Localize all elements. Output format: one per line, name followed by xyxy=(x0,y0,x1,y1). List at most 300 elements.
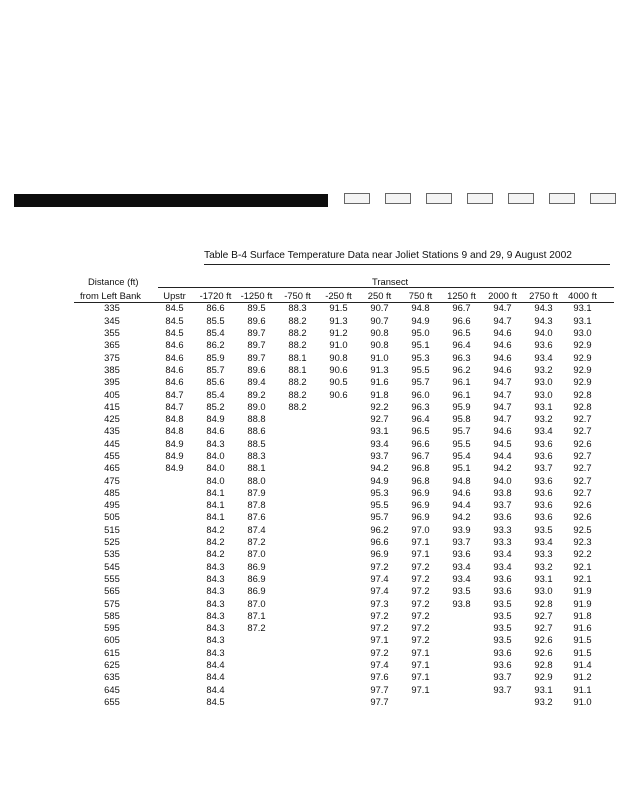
temperature-cell: 89.2 xyxy=(247,388,266,400)
temperature-cell xyxy=(236,696,277,708)
temperature-cell: 94.4 xyxy=(452,499,471,511)
distance-cell: 535 xyxy=(104,548,120,560)
distance-cell: 645 xyxy=(104,683,120,695)
temperature-cell: 93.0 xyxy=(534,388,553,400)
temperature-cell xyxy=(441,610,482,622)
temperature-cell xyxy=(154,585,195,597)
header-box xyxy=(344,193,370,204)
distance-cell: 475 xyxy=(104,474,120,486)
temperature-cell: 95.5 xyxy=(370,499,389,511)
temperature-cell: 91.5 xyxy=(573,646,592,658)
temperature-cell: 93.4 xyxy=(534,425,553,437)
distance-cell: 635 xyxy=(104,671,120,683)
table-row xyxy=(70,339,601,351)
temperature-cell: 95.4 xyxy=(452,450,471,461)
temperature-cell: 91.2 xyxy=(573,671,592,683)
temperature-cell xyxy=(318,401,359,413)
column-header: 750 ft xyxy=(408,290,433,302)
temperature-cell xyxy=(318,696,359,708)
table-body xyxy=(70,302,601,708)
temperature-cell: 97.2 xyxy=(411,609,430,621)
temperature-cell: 97.7 xyxy=(370,695,389,707)
temperature-cell: 84.7 xyxy=(165,400,184,412)
temperature-cell: 88.2 xyxy=(288,314,307,326)
temperature-cell: 93.0 xyxy=(534,376,553,388)
temperature-cell xyxy=(277,413,318,425)
temperature-cell: 92.8 xyxy=(573,388,592,400)
temperature-cell xyxy=(154,561,195,573)
temperature-cell xyxy=(154,622,195,634)
temperature-cell: 92.5 xyxy=(573,523,592,535)
temperature-cell: 93.2 xyxy=(534,695,553,707)
temperature-cell xyxy=(441,634,482,646)
temperature-cell xyxy=(236,659,277,671)
distance-cell: 425 xyxy=(104,413,120,425)
temperature-cell: 93.7 xyxy=(534,462,553,474)
temperature-cell xyxy=(441,671,482,683)
temperature-cell: 84.1 xyxy=(206,511,225,523)
temperature-cell xyxy=(277,622,318,634)
temperature-cell: 97.4 xyxy=(370,572,389,584)
temperature-cell: 92.1 xyxy=(573,572,592,584)
header-box-strip xyxy=(344,193,616,205)
temperature-cell: 95.7 xyxy=(370,511,389,523)
distance-cell: 365 xyxy=(104,339,120,351)
table-row xyxy=(70,659,601,671)
table-title: Table B-4 Surface Temperature Data near Joliet Stations 9 and 29, 9 August 2002 xyxy=(204,250,572,261)
column-header: 4000 ft xyxy=(568,290,597,302)
temperature-cell: 93.2 xyxy=(534,413,553,425)
temperature-cell: 97.1 xyxy=(411,536,430,548)
table-row xyxy=(70,364,601,376)
temperature-cell xyxy=(318,524,359,536)
temperature-cell: 94.7 xyxy=(493,302,512,314)
temperature-cell: 84.5 xyxy=(165,314,184,326)
temperature-cell: 94.2 xyxy=(370,462,389,474)
temperature-cell: 84.3 xyxy=(206,609,225,621)
temperature-cell: 93.6 xyxy=(534,450,553,461)
temperature-cell: 92.7 xyxy=(573,486,592,498)
temperature-cell xyxy=(318,487,359,499)
distance-cell: 515 xyxy=(104,523,120,535)
column-header: -1720 ft xyxy=(199,290,232,302)
temperature-cell: 93.6 xyxy=(493,511,512,523)
temperature-cell: 90.8 xyxy=(329,351,348,363)
temperature-cell xyxy=(236,647,277,659)
temperature-cell: 93.6 xyxy=(534,511,553,523)
temperature-cell: 84.6 xyxy=(165,351,184,363)
temperature-cell: 93.1 xyxy=(534,572,553,584)
temperature-cell xyxy=(277,634,318,646)
temperature-cell: 95.5 xyxy=(452,437,471,449)
temperature-cell: 96.8 xyxy=(411,474,430,486)
temperature-cell: 90.5 xyxy=(329,376,348,388)
temperature-cell: 88.2 xyxy=(288,376,307,388)
temperature-cell: 92.7 xyxy=(573,425,592,437)
table-row xyxy=(70,388,601,400)
temperature-cell: 93.7 xyxy=(452,536,471,548)
temperature-cell: 95.7 xyxy=(411,376,430,388)
temperature-cell: 94.6 xyxy=(493,363,512,375)
table-row xyxy=(70,376,601,388)
temperature-cell: 84.3 xyxy=(206,646,225,658)
temperature-cell: 84.2 xyxy=(206,523,225,535)
temperature-cell: 93.4 xyxy=(452,560,471,572)
temperature-cell: 94.7 xyxy=(493,314,512,326)
temperature-cell: 84.4 xyxy=(206,659,225,671)
temperature-cell: 88.2 xyxy=(288,327,307,339)
temperature-cell: 89.0 xyxy=(247,400,266,412)
transect-header-rule xyxy=(158,287,614,288)
temperature-cell: 96.9 xyxy=(411,511,430,523)
temperature-cell: 96.6 xyxy=(370,536,389,548)
temperature-cell xyxy=(154,524,195,536)
temperature-cell: 84.2 xyxy=(206,536,225,548)
temperature-cell: 96.4 xyxy=(411,413,430,425)
temperature-cell: 90.8 xyxy=(370,339,389,351)
distance-cell: 615 xyxy=(104,646,120,658)
temperature-cell: 93.0 xyxy=(534,585,553,597)
temperature-cell: 93.8 xyxy=(452,597,471,609)
temperature-cell: 97.2 xyxy=(411,622,430,634)
temperature-cell: 92.9 xyxy=(573,339,592,351)
temperature-cell: 91.9 xyxy=(573,597,592,609)
temperature-cell: 92.6 xyxy=(534,634,553,646)
header-box xyxy=(426,193,452,204)
temperature-cell: 93.4 xyxy=(452,572,471,584)
temperature-cell xyxy=(318,425,359,437)
table-row xyxy=(70,573,601,585)
title-underline xyxy=(204,264,610,265)
column-header: 2750 ft xyxy=(529,290,558,302)
temperature-table xyxy=(70,290,601,708)
temperature-cell: 93.6 xyxy=(534,339,553,351)
temperature-cell xyxy=(154,487,195,499)
temperature-cell: 92.8 xyxy=(534,597,553,609)
temperature-cell: 92.7 xyxy=(534,609,553,621)
temperature-cell: 97.1 xyxy=(411,671,430,683)
temperature-cell: 87.1 xyxy=(247,609,266,621)
temperature-cell xyxy=(277,659,318,671)
temperature-cell: 95.0 xyxy=(411,327,430,339)
temperature-cell: 93.1 xyxy=(370,425,389,437)
table-row xyxy=(70,561,601,573)
temperature-cell: 84.3 xyxy=(206,622,225,634)
temperature-cell: 96.2 xyxy=(452,363,471,375)
temperature-cell: 85.4 xyxy=(206,388,225,400)
temperature-cell: 96.4 xyxy=(452,339,471,351)
temperature-cell: 96.7 xyxy=(411,450,430,461)
temperature-cell: 90.8 xyxy=(370,327,389,339)
temperature-cell xyxy=(318,462,359,474)
distance-cell: 495 xyxy=(104,499,120,511)
column-header: -250 ft xyxy=(325,290,352,302)
temperature-cell: 85.7 xyxy=(206,363,225,375)
temperature-cell: 93.1 xyxy=(534,683,553,695)
temperature-cell: 97.1 xyxy=(411,683,430,695)
temperature-cell xyxy=(441,659,482,671)
temperature-cell: 91.2 xyxy=(329,327,348,339)
table-row xyxy=(70,438,601,450)
temperature-cell xyxy=(277,474,318,486)
distance-cell: 655 xyxy=(104,695,120,707)
temperature-cell: 84.9 xyxy=(165,450,184,461)
temperature-cell: 89.7 xyxy=(247,351,266,363)
header-box xyxy=(385,193,411,204)
distance-cell: 575 xyxy=(104,597,120,609)
temperature-cell: 84.6 xyxy=(165,339,184,351)
temperature-cell: 93.6 xyxy=(452,548,471,560)
table-row xyxy=(70,647,601,659)
temperature-cell: 87.9 xyxy=(247,486,266,498)
temperature-cell: 97.2 xyxy=(370,560,389,572)
temperature-cell xyxy=(318,536,359,548)
temperature-cell: 88.3 xyxy=(247,450,266,461)
temperature-cell xyxy=(154,548,195,560)
temperature-cell: 93.6 xyxy=(534,437,553,449)
temperature-cell xyxy=(154,634,195,646)
temperature-cell: 89.7 xyxy=(247,339,266,351)
table-row xyxy=(70,351,601,363)
temperature-cell xyxy=(154,610,195,622)
temperature-cell xyxy=(318,684,359,696)
temperature-cell xyxy=(318,561,359,573)
temperature-cell: 94.0 xyxy=(534,327,553,339)
temperature-cell: 84.0 xyxy=(206,450,225,461)
temperature-cell: 92.7 xyxy=(573,450,592,461)
temperature-cell: 95.9 xyxy=(452,400,471,412)
temperature-cell: 93.9 xyxy=(452,523,471,535)
temperature-cell: 96.8 xyxy=(411,462,430,474)
temperature-cell xyxy=(482,696,523,708)
temperature-cell: 93.0 xyxy=(573,327,592,339)
table-row xyxy=(70,462,601,474)
temperature-cell: 88.1 xyxy=(247,462,266,474)
temperature-cell: 94.3 xyxy=(534,302,553,314)
temperature-cell: 94.2 xyxy=(452,511,471,523)
column-header-row xyxy=(70,290,601,302)
temperature-cell: 84.1 xyxy=(206,499,225,511)
temperature-cell: 93.4 xyxy=(534,351,553,363)
header-box xyxy=(467,193,493,204)
temperature-cell xyxy=(277,536,318,548)
table-row xyxy=(70,302,601,314)
temperature-cell xyxy=(277,671,318,683)
temperature-cell: 97.2 xyxy=(411,585,430,597)
temperature-cell: 92.2 xyxy=(573,548,592,560)
distance-cell: 545 xyxy=(104,560,120,572)
temperature-cell: 94.8 xyxy=(411,302,430,314)
temperature-cell: 96.1 xyxy=(452,376,471,388)
temperature-cell: 92.3 xyxy=(573,536,592,548)
temperature-cell: 92.7 xyxy=(573,462,592,474)
temperature-cell: 97.4 xyxy=(370,659,389,671)
temperature-cell xyxy=(441,647,482,659)
table-row xyxy=(70,548,601,560)
temperature-cell: 94.9 xyxy=(370,474,389,486)
column-header: 1250 ft xyxy=(447,290,476,302)
temperature-cell xyxy=(277,425,318,437)
temperature-cell xyxy=(318,438,359,450)
distance-cell: 455 xyxy=(104,450,120,461)
temperature-cell: 96.7 xyxy=(452,302,471,314)
distance-cell: 525 xyxy=(104,536,120,548)
temperature-cell: 93.5 xyxy=(493,597,512,609)
temperature-cell: 94.9 xyxy=(411,314,430,326)
temperature-cell: 94.4 xyxy=(493,450,512,461)
temperature-cell xyxy=(400,696,441,708)
temperature-cell: 92.9 xyxy=(573,351,592,363)
distance-cell: 375 xyxy=(104,351,120,363)
temperature-cell: 93.4 xyxy=(370,437,389,449)
temperature-cell xyxy=(277,450,318,462)
temperature-cell: 93.2 xyxy=(534,363,553,375)
temperature-cell: 93.6 xyxy=(493,585,512,597)
temperature-cell: 84.3 xyxy=(206,585,225,597)
temperature-cell: 92.8 xyxy=(534,659,553,671)
temperature-cell xyxy=(277,610,318,622)
temperature-cell: 93.2 xyxy=(534,560,553,572)
temperature-cell xyxy=(154,499,195,511)
header-box xyxy=(590,193,616,204)
column-header: 250 ft xyxy=(367,290,392,302)
temperature-cell: 93.8 xyxy=(493,486,512,498)
temperature-cell: 84.2 xyxy=(206,548,225,560)
temperature-cell xyxy=(277,524,318,536)
table-row xyxy=(70,684,601,696)
temperature-cell: 93.3 xyxy=(493,536,512,548)
distance-cell: 465 xyxy=(104,462,120,474)
temperature-cell: 93.5 xyxy=(534,523,553,535)
temperature-cell: 93.6 xyxy=(534,474,553,486)
temperature-cell: 92.2 xyxy=(370,400,389,412)
table-row xyxy=(70,634,601,646)
temperature-cell: 88.2 xyxy=(288,400,307,412)
temperature-cell: 91.6 xyxy=(370,376,389,388)
temperature-cell xyxy=(441,622,482,634)
temperature-cell: 93.6 xyxy=(493,646,512,658)
temperature-cell xyxy=(318,622,359,634)
temperature-cell: 93.7 xyxy=(493,671,512,683)
temperature-cell: 87.0 xyxy=(247,548,266,560)
temperature-cell: 91.1 xyxy=(573,683,592,695)
temperature-cell xyxy=(277,438,318,450)
temperature-cell: 92.9 xyxy=(573,376,592,388)
temperature-cell: 86.9 xyxy=(247,585,266,597)
temperature-cell: 85.6 xyxy=(206,376,225,388)
temperature-cell xyxy=(318,634,359,646)
temperature-cell: 87.0 xyxy=(247,597,266,609)
distance-cell: 605 xyxy=(104,634,120,646)
temperature-cell: 85.4 xyxy=(206,327,225,339)
temperature-cell: 93.6 xyxy=(493,659,512,671)
temperature-cell: 97.6 xyxy=(370,671,389,683)
temperature-cell: 86.6 xyxy=(206,302,225,314)
temperature-cell: 94.7 xyxy=(493,376,512,388)
temperature-cell: 84.3 xyxy=(206,560,225,572)
row-header-line2: from Left Bank xyxy=(80,290,141,301)
table-row xyxy=(70,696,601,708)
temperature-cell: 95.1 xyxy=(411,339,430,351)
temperature-cell: 84.9 xyxy=(206,413,225,425)
temperature-cell xyxy=(318,474,359,486)
temperature-cell xyxy=(277,647,318,659)
temperature-cell: 96.9 xyxy=(411,499,430,511)
temperature-cell xyxy=(277,487,318,499)
row-header-line1: Distance (ft) xyxy=(88,276,139,287)
header-black-band xyxy=(14,194,328,207)
temperature-cell: 84.8 xyxy=(165,413,184,425)
temperature-cell: 97.4 xyxy=(370,585,389,597)
temperature-cell xyxy=(154,474,195,486)
table-row xyxy=(70,597,601,609)
temperature-cell: 97.2 xyxy=(370,622,389,634)
temperature-cell: 95.5 xyxy=(411,363,430,375)
temperature-cell xyxy=(318,597,359,609)
temperature-cell: 84.5 xyxy=(206,695,225,707)
temperature-cell: 93.4 xyxy=(493,548,512,560)
temperature-cell xyxy=(277,585,318,597)
temperature-cell: 88.6 xyxy=(247,425,266,437)
temperature-cell: 94.6 xyxy=(493,351,512,363)
temperature-cell: 85.9 xyxy=(206,351,225,363)
temperature-cell: 84.6 xyxy=(165,363,184,375)
distance-cell: 485 xyxy=(104,486,120,498)
temperature-cell: 97.7 xyxy=(370,683,389,695)
temperature-cell: 91.0 xyxy=(370,351,389,363)
temperature-cell: 84.1 xyxy=(206,486,225,498)
temperature-cell: 96.5 xyxy=(411,425,430,437)
temperature-cell: 86.9 xyxy=(247,560,266,572)
temperature-cell xyxy=(154,684,195,696)
temperature-cell: 92.7 xyxy=(370,413,389,425)
temperature-cell: 85.2 xyxy=(206,400,225,412)
temperature-cell: 84.5 xyxy=(165,327,184,339)
temperature-cell: 93.1 xyxy=(534,400,553,412)
temperature-cell: 95.3 xyxy=(411,351,430,363)
table-row xyxy=(70,425,601,437)
distance-cell: 395 xyxy=(104,376,120,388)
temperature-cell: 84.5 xyxy=(165,302,184,314)
temperature-cell: 92.1 xyxy=(573,560,592,572)
temperature-cell: 89.4 xyxy=(247,376,266,388)
temperature-cell: 88.2 xyxy=(288,388,307,400)
temperature-cell: 93.6 xyxy=(493,572,512,584)
temperature-cell: 93.5 xyxy=(493,609,512,621)
distance-cell: 345 xyxy=(104,314,120,326)
temperature-cell: 85.5 xyxy=(206,314,225,326)
temperature-cell xyxy=(154,536,195,548)
temperature-cell xyxy=(277,696,318,708)
distance-cell: 415 xyxy=(104,400,120,412)
temperature-cell: 94.8 xyxy=(452,474,471,486)
table-row xyxy=(70,610,601,622)
temperature-cell: 94.3 xyxy=(534,314,553,326)
temperature-cell: 94.7 xyxy=(493,388,512,400)
temperature-cell: 92.8 xyxy=(573,400,592,412)
temperature-cell: 91.0 xyxy=(573,695,592,707)
distance-cell: 505 xyxy=(104,511,120,523)
temperature-cell: 89.6 xyxy=(247,314,266,326)
temperature-cell: 93.5 xyxy=(493,634,512,646)
temperature-cell: 93.3 xyxy=(493,523,512,535)
temperature-cell: 84.4 xyxy=(206,683,225,695)
temperature-cell: 87.2 xyxy=(247,622,266,634)
temperature-cell: 84.3 xyxy=(206,634,225,646)
temperature-cell: 87.4 xyxy=(247,523,266,535)
temperature-cell: 86.9 xyxy=(247,572,266,584)
temperature-cell xyxy=(277,561,318,573)
